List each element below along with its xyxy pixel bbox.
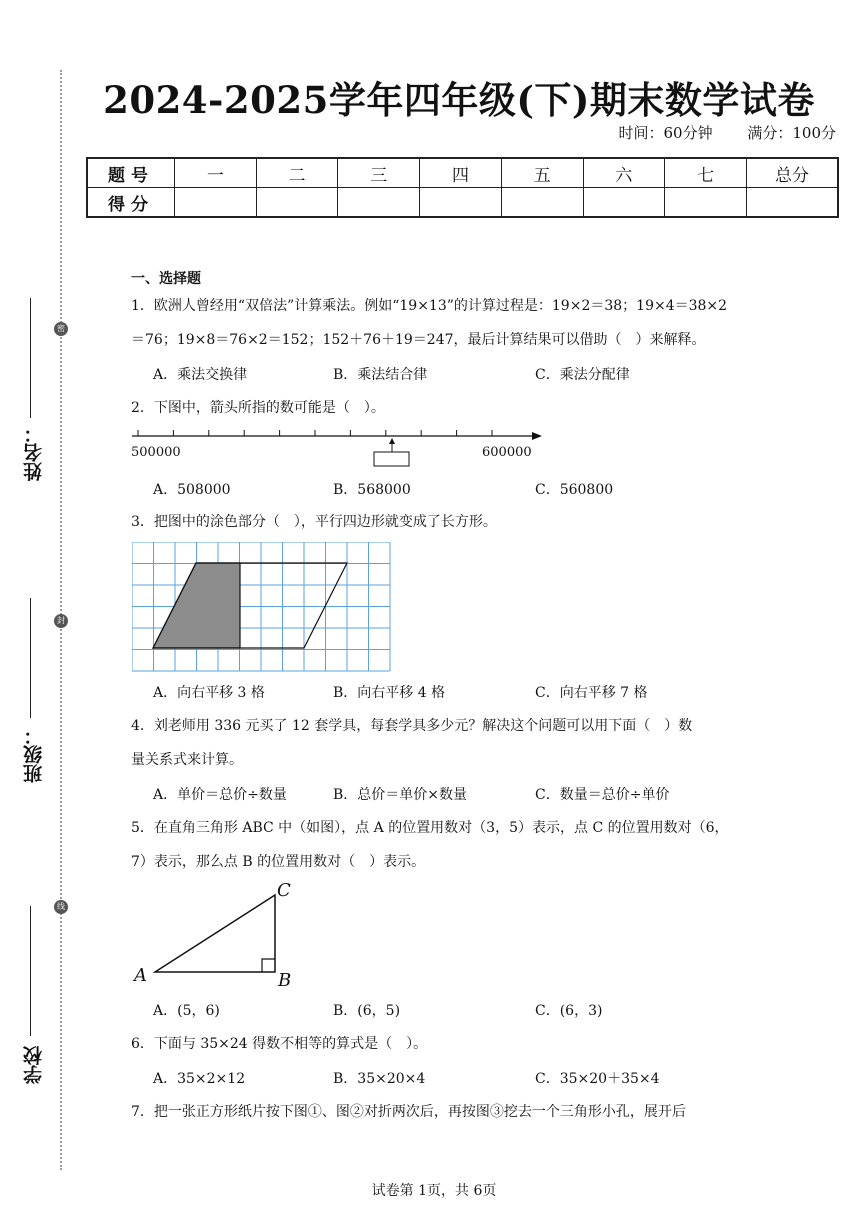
q5-line2: 7）表示，那么点 B 的位置用数对（ ）表示。	[131, 854, 426, 870]
full-score-info: 满分：100分	[747, 124, 836, 142]
page-title: 2024-2025学年四年级(下)期末数学试卷	[103, 78, 815, 122]
q4-option-a[interactable]: A．单价＝总价÷数量	[153, 787, 287, 803]
pointer-arrow-head	[389, 438, 395, 444]
q6-option-a[interactable]: A．35×2×12	[153, 1071, 246, 1087]
q6-option-c[interactable]: C．35×20＋35×4	[535, 1071, 660, 1087]
score-table-score-row	[87, 188, 838, 218]
triangle-abc	[155, 895, 275, 972]
header-cell-total: 总分	[747, 158, 839, 188]
q1-option-b[interactable]: B．乘法结合律	[333, 367, 428, 383]
score-cell[interactable]	[665, 188, 747, 218]
score-cell[interactable]	[256, 188, 338, 218]
header-cell-5: 五	[501, 158, 583, 188]
q7-text: 7．把一张正方形纸片按下图①、图②对折两次后，再按图③挖去一个三角形小孔，展开后	[131, 1104, 686, 1120]
q6-text: 6．下面与 35×24 得数不相等的算式是（ ）。	[131, 1036, 428, 1052]
time-info: 时间：60分钟	[618, 124, 713, 142]
number-line-arrowhead	[532, 432, 542, 440]
grid-lines	[132, 542, 390, 671]
q3-option-b[interactable]: B．向右平移 4 格	[333, 685, 446, 701]
class-label: 班级：	[23, 726, 45, 783]
header-cell-3: 三	[338, 158, 420, 188]
q1-option-c[interactable]: C．乘法分配律	[535, 367, 630, 383]
q1-option-a[interactable]: A．乘法交换律	[153, 367, 248, 383]
score-cell[interactable]	[583, 188, 665, 218]
q3-option-a[interactable]: A．向右平移 3 格	[153, 685, 265, 701]
score-cell[interactable]	[175, 188, 257, 218]
q2-option-b[interactable]: B．568000	[333, 482, 411, 498]
header-cell-7: 七	[665, 158, 747, 188]
q1-line2: ＝76；19×8＝76×2＝152；152＋76＋19＝247，最后计算结果可以借助（ ）来解释。	[131, 332, 706, 348]
score-cell-total[interactable]	[747, 188, 839, 218]
q4-line1: 4．刘老师用 336 元买了 12 套学具，每套学具多少元？解决这个问题可以用下面（ ）数	[131, 718, 693, 734]
right-triangle-figure	[150, 890, 285, 980]
q3-option-c[interactable]: C．向右平移 7 格	[535, 685, 648, 701]
score-table-header-row	[87, 158, 838, 188]
number-line-end-label: 600000	[482, 445, 532, 460]
shaded-triangle-part	[153, 563, 240, 648]
school-label: 学校	[23, 1046, 45, 1084]
q4-line2: 量关系式来计算。	[131, 752, 243, 768]
right-angle-marker	[262, 959, 275, 972]
q4-option-b[interactable]: B．总价＝单价×数量	[333, 787, 468, 803]
header-cell-1: 一	[175, 158, 257, 188]
header-cell-label: 题号	[87, 158, 175, 188]
q2-text: 2．下图中，箭头所指的数可能是（ ）。	[131, 400, 385, 416]
vertex-label-b: B	[278, 970, 292, 991]
parallelogram-grid-figure	[132, 542, 392, 672]
header-cell-4: 四	[420, 158, 502, 188]
name-label: 姓名：	[23, 424, 45, 481]
vertex-label-a: A	[134, 965, 147, 986]
seal-mark-xian: 线	[54, 900, 68, 914]
score-cell[interactable]	[338, 188, 420, 218]
school-underline	[30, 906, 31, 1036]
vertex-label-c: C	[277, 880, 291, 901]
q2-option-c[interactable]: C．560800	[535, 482, 614, 498]
seal-mark-mi: 密	[54, 322, 68, 336]
q4-option-c[interactable]: C．数量＝总价÷单价	[535, 787, 670, 803]
name-underline	[30, 298, 31, 418]
number-line-start-label: 500000	[131, 445, 181, 460]
answer-box	[374, 452, 409, 466]
q6-option-b[interactable]: B．35×20×4	[333, 1071, 426, 1087]
q2-option-a[interactable]: A．508000	[153, 482, 231, 498]
q3-text: 3．把图中的涂色部分（ ），平行四边形就变成了长方形。	[131, 514, 497, 530]
header-cell-2: 二	[256, 158, 338, 188]
score-row-label: 得分	[87, 188, 175, 218]
section-title: 一、选择题	[131, 271, 201, 287]
score-cell[interactable]	[501, 188, 583, 218]
score-table	[86, 157, 839, 218]
q5-line1: 5．在直角三角形 ABC 中（如图），点 A 的位置用数对（3，5）表示，点 C 的位置用数对（6，	[131, 820, 729, 836]
class-underline	[30, 598, 31, 718]
seal-mark-feng: 封	[54, 614, 68, 628]
page-footer: 试卷第 1页，共 6页	[371, 1183, 497, 1199]
q5-option-b[interactable]: B．(6，5)	[333, 1003, 401, 1019]
q5-option-c[interactable]: C．(6，3)	[535, 1003, 603, 1019]
q5-option-a[interactable]: A．(5，6)	[153, 1003, 220, 1019]
score-cell[interactable]	[420, 188, 502, 218]
number-line-ticks	[138, 430, 492, 436]
q1-line1: 1．欧洲人曾经用“双倍法”计算乘法。例如“19×13”的计算过程是：19×2＝38；19×4＝38×2	[131, 298, 728, 314]
exam-info	[588, 122, 836, 143]
header-cell-6: 六	[583, 158, 665, 188]
